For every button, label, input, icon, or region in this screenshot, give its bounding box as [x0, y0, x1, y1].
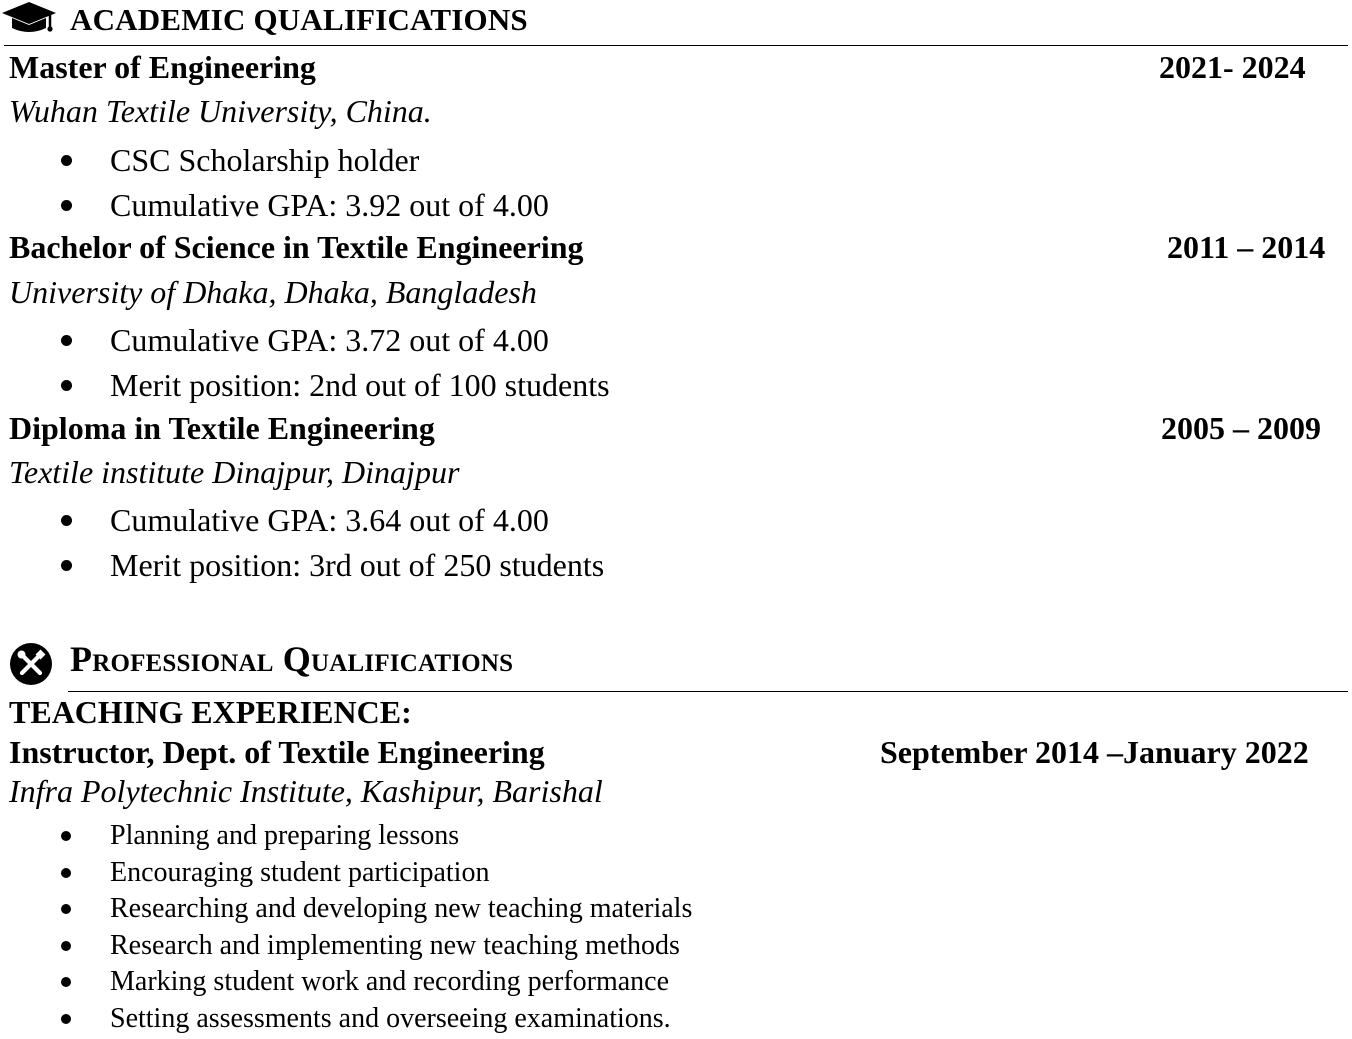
degree-period: 2021- 2024	[1159, 49, 1306, 85]
list-item: Encouraging student participation	[0, 855, 692, 892]
degree-period: 2011 – 2014	[1167, 229, 1326, 265]
list-item: Setting assessments and overseeing examinations.	[0, 1001, 692, 1038]
professional-section-heading	[0, 639, 1348, 692]
professional-section-title: Professional Qualifications	[70, 639, 514, 679]
list-item: Merit position: 2nd out of 100 students	[0, 363, 610, 408]
list-item: CSC Scholarship holder	[0, 138, 549, 183]
list-item: Merit position: 3rd out of 250 students	[0, 543, 604, 588]
list-item: Cumulative GPA: 3.64 out of 4.00	[0, 498, 604, 543]
institution-name: Wuhan Textile University, China.	[9, 93, 432, 129]
academic-section-rule	[4, 45, 1348, 46]
degree-bullets	[0, 318, 610, 408]
list-item: Research and implementing new teaching methods	[0, 928, 692, 965]
role-title: Instructor, Dept. of Textile Engineering	[9, 734, 545, 770]
list-item: Planning and preparing lessons	[0, 818, 692, 855]
degree-bullets	[0, 138, 549, 228]
role-period: September 2014 –January 2022	[880, 734, 1309, 770]
list-item: Cumulative GPA: 3.72 out of 4.00	[0, 318, 610, 363]
degree-title: Diploma in Textile Engineering	[9, 410, 435, 446]
academic-section-heading	[0, 0, 1348, 46]
list-item: Cumulative GPA: 3.92 out of 4.00	[0, 183, 549, 228]
list-item: Researching and developing new teaching materials	[0, 891, 692, 928]
academic-section-title: ACADEMIC QUALIFICATIONS	[70, 2, 528, 37]
list-item: Marking student work and recording performance	[0, 964, 692, 1001]
institution-name: Textile institute Dinajpur, Dinajpur	[9, 454, 460, 490]
degree-title: Bachelor of Science in Textile Engineering	[9, 229, 584, 265]
degree-period: 2005 – 2009	[1161, 410, 1321, 446]
degree-bullets	[0, 498, 604, 588]
employer-name: Infra Polytechnic Institute, Kashipur, Barishal	[9, 773, 603, 809]
graduation-cap-icon	[0, 0, 58, 40]
role-bullets	[0, 818, 692, 1038]
institution-name: University of Dhaka, Dhaka, Bangladesh	[9, 274, 537, 310]
tools-icon	[9, 642, 53, 686]
degree-title: Master of Engineering	[9, 49, 316, 85]
teaching-experience-subheading: TEACHING EXPERIENCE:	[9, 694, 412, 730]
professional-section-rule	[68, 691, 1348, 692]
